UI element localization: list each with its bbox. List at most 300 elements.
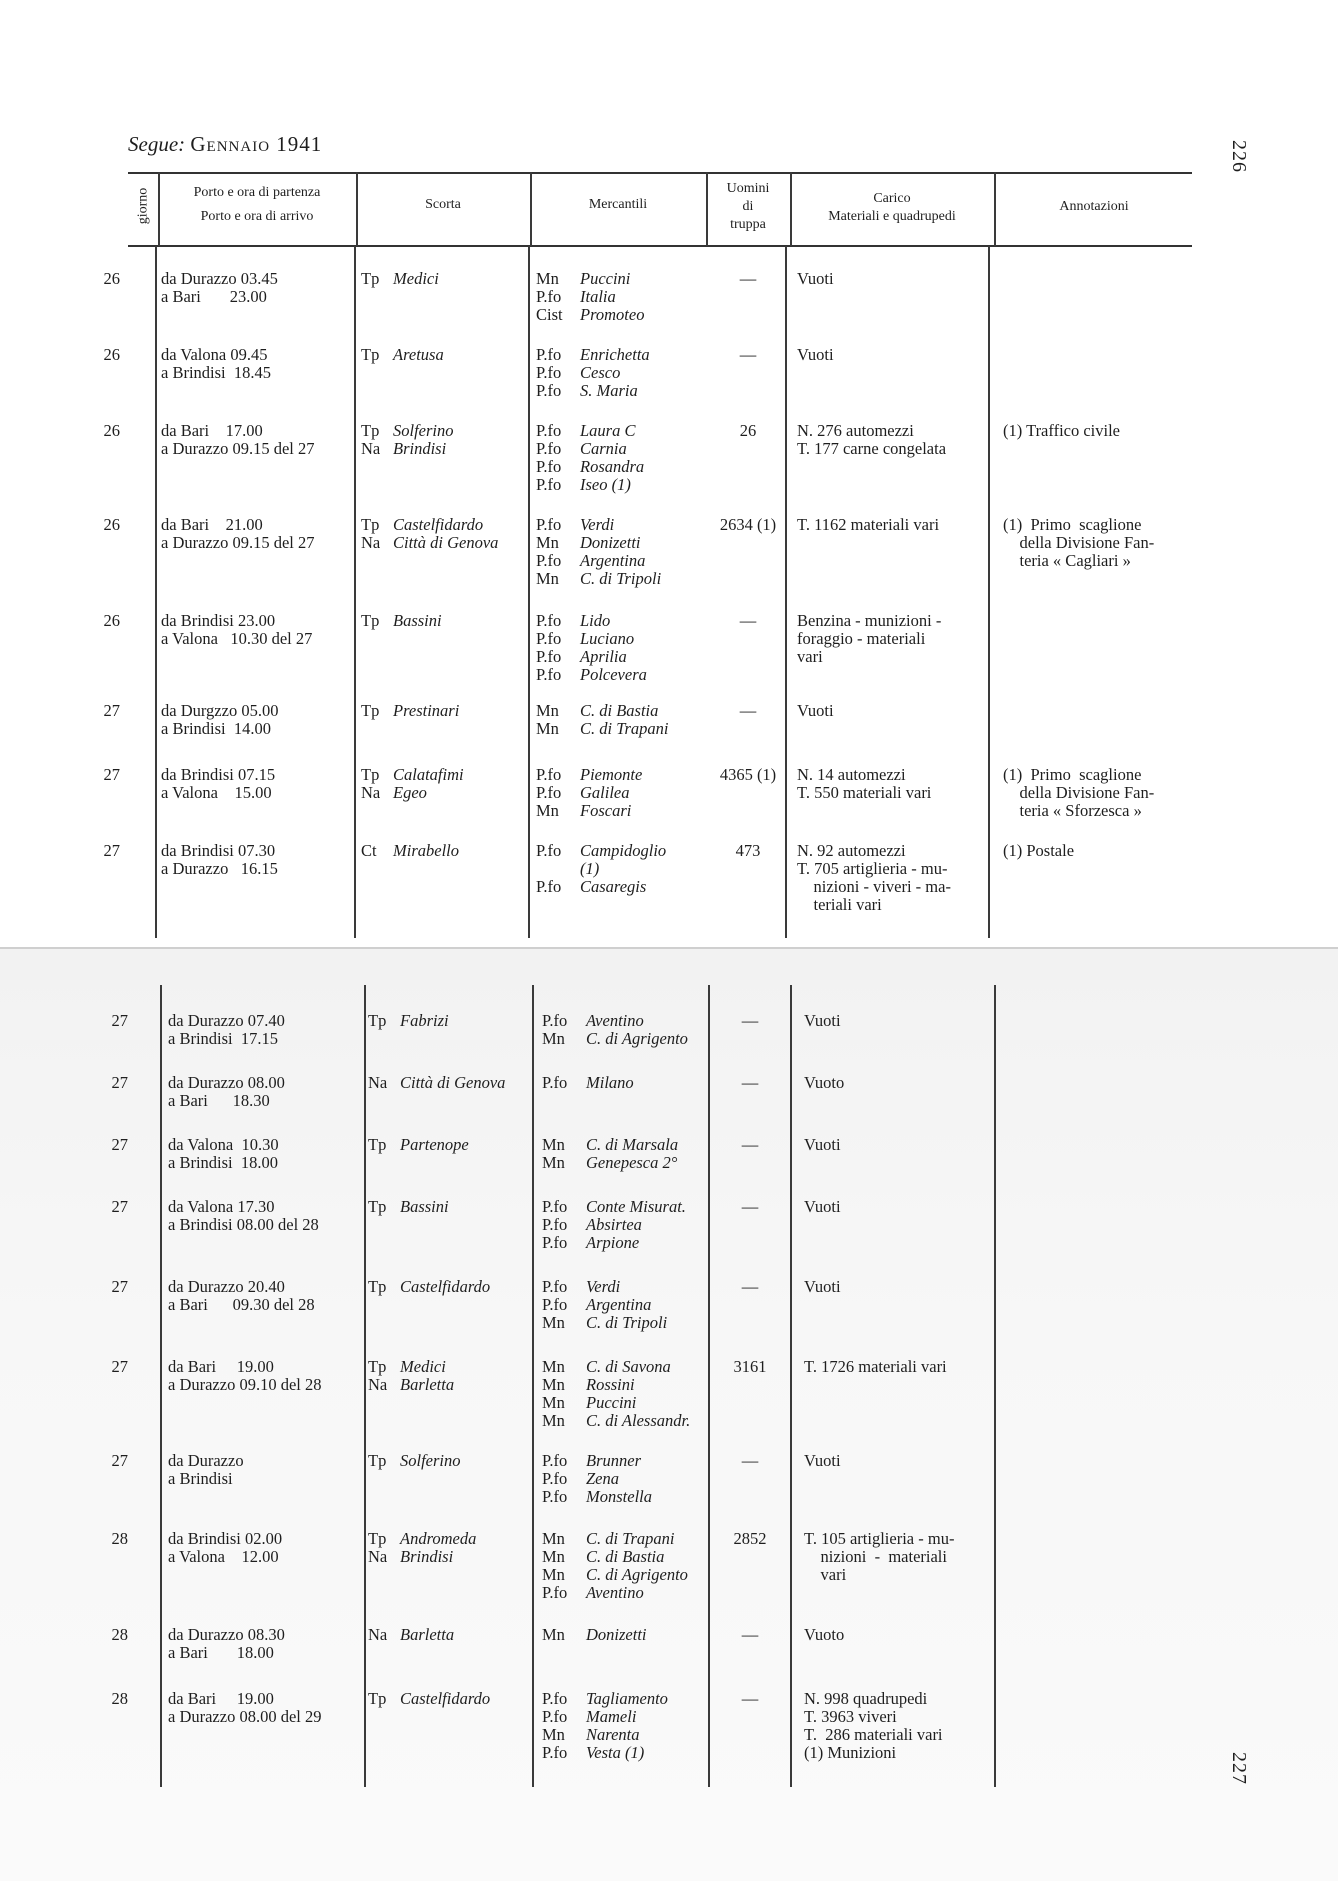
carico-cell: [797, 766, 931, 802]
column-divider: [528, 246, 530, 938]
escort-ship: [368, 1530, 476, 1548]
ship-type: Tp: [368, 1357, 387, 1376]
merchant-ship: [542, 1708, 668, 1726]
ship-name: Lido: [580, 611, 611, 630]
route-line: da Valona 09.45: [161, 345, 268, 364]
cargo-line: vari: [804, 1565, 847, 1584]
route-line: a Durazzo 08.00 del 29: [168, 1707, 322, 1726]
ship-type: P.fo: [536, 381, 562, 400]
route-cell: [161, 422, 315, 458]
escort-ship: [361, 516, 498, 534]
cargo-line: T. 3963 viveri: [804, 1707, 897, 1726]
ship-type: Na: [368, 1375, 388, 1394]
annotation-line: (1) Primo scaglione: [1003, 515, 1142, 534]
uomini-cell: 26: [739, 421, 757, 440]
merchant-ship: [542, 1216, 686, 1234]
column-divider: [708, 985, 710, 1787]
escort-ship: [361, 766, 464, 784]
column-divider: [160, 985, 162, 1787]
ship-type: P.fo: [542, 1743, 568, 1762]
uomini-cell: —: [739, 611, 757, 630]
annotation-line: della Divisione Fan-: [1003, 783, 1155, 802]
cargo-line: T. 1162 materiali vari: [797, 515, 940, 534]
merchant-ship: [542, 1566, 688, 1584]
uomini-cell: —: [741, 1011, 759, 1030]
ship-type: Na: [361, 783, 381, 802]
mercantili-cell: [542, 1690, 668, 1762]
cargo-line: Vuoti: [804, 1011, 841, 1030]
ship-type: P.fo: [542, 1451, 568, 1470]
ship-name: Castelfidardo: [393, 515, 484, 534]
day-cell: 27: [111, 1135, 128, 1154]
ship-type: Mn: [542, 1029, 565, 1048]
merchant-ship: [542, 1296, 667, 1314]
merchant-ship: [542, 1030, 688, 1048]
ship-name: Puccini: [586, 1393, 637, 1412]
ship-type: P.fo: [536, 629, 562, 648]
day-cell: 27: [103, 701, 120, 720]
mercantili-cell: [542, 1074, 634, 1092]
ship-name: C. di Agrigento: [586, 1029, 688, 1048]
scorta-cell: [368, 1136, 469, 1154]
merchant-ship: [542, 1376, 690, 1394]
ship-name: Solferino: [393, 421, 454, 440]
ship-type: Tp: [368, 1011, 387, 1030]
uomini-cell: —: [739, 701, 757, 720]
scorta-cell: [361, 766, 464, 802]
ship-name: Argentina: [586, 1295, 652, 1314]
ship-type: Mn: [536, 533, 559, 552]
route-line: da Bari 19.00: [168, 1357, 274, 1376]
scorta-cell: [368, 1626, 454, 1644]
uomini-cell: —: [741, 1197, 759, 1216]
carico-cell: [797, 422, 946, 458]
route-cell: [161, 766, 275, 802]
route-line: a Durazzo 09.15 del 27: [161, 533, 315, 552]
ship-type: Mn: [536, 269, 559, 288]
ship-type: P.fo: [542, 1215, 568, 1234]
cargo-line: T. 105 artiglieria - mu-: [804, 1529, 955, 1548]
col-header-carico: [792, 190, 992, 226]
merchant-ship: [542, 1074, 634, 1092]
route-line: a Brindisi: [168, 1469, 233, 1488]
merchant-ship: [536, 552, 661, 570]
route-line: a Durazzo 09.15 del 27: [161, 439, 315, 458]
ship-type: P.fo: [536, 877, 562, 896]
col-header-uomini-1: Uomini: [726, 181, 770, 196]
route-line: a Bari 18.30: [168, 1091, 270, 1110]
route-line: da Valona 10.30: [168, 1135, 279, 1154]
day-cell: 27: [103, 765, 120, 784]
carico-cell: [797, 516, 939, 534]
merchant-ship: [542, 1584, 688, 1602]
merchant-ship: [542, 1530, 688, 1548]
escort-ship: [361, 612, 442, 630]
route-line: da Brindisi 07.30: [161, 841, 276, 860]
carico-cell: [804, 1074, 844, 1092]
carico-cell: [797, 612, 941, 666]
ship-name: Aventino: [586, 1583, 644, 1602]
route-line: da Durgzzo 05.00: [161, 701, 279, 720]
cargo-line: Vuoto: [804, 1625, 845, 1644]
route-line: da Durazzo 08.30: [168, 1625, 285, 1644]
ship-type: P.fo: [536, 287, 562, 306]
route-cell: [168, 1690, 322, 1726]
col-header-giorno: [128, 176, 158, 236]
ship-type: Tp: [361, 345, 380, 364]
route-cell: [161, 702, 278, 738]
ship-name: Medici: [400, 1357, 446, 1376]
ship-type: P.fo: [542, 1689, 568, 1708]
ship-type: P.fo: [536, 647, 562, 666]
page-number-top: 226: [1228, 140, 1250, 173]
escort-ship: [368, 1012, 449, 1030]
ship-type: P.fo: [542, 1233, 568, 1252]
ship-type: Ct: [361, 841, 377, 860]
merchant-ship: [542, 1154, 678, 1172]
page-fold: [0, 947, 1338, 949]
merchant-ship: [536, 878, 666, 896]
ship-name: Aventino: [586, 1011, 644, 1030]
carico-cell: [804, 1012, 841, 1030]
uomini-cell: 473: [735, 841, 761, 860]
escort-ship: [368, 1074, 505, 1092]
mercantili-cell: [542, 1626, 647, 1644]
carico-cell: [797, 842, 951, 914]
ship-name: Luciano: [580, 629, 635, 648]
ship-name: Città di Genova: [400, 1073, 506, 1092]
route-line: a Brindisi 08.00 del 28: [168, 1215, 319, 1234]
scorta-cell: [361, 842, 459, 860]
merchant-ship: [542, 1358, 690, 1376]
ship-type: Na: [368, 1547, 388, 1566]
merchant-ship: [536, 860, 666, 878]
ship-type: Mn: [542, 1565, 565, 1584]
ship-type: P.fo: [542, 1197, 568, 1216]
ship-name: C. di Trapani: [580, 719, 669, 738]
carico-cell: [804, 1452, 841, 1470]
uomini-cell: —: [741, 1689, 759, 1708]
route-line: da Brindisi 23.00: [161, 611, 276, 630]
merchant-ship: [536, 364, 650, 382]
cargo-line: nizioni - viveri - ma-: [797, 877, 951, 896]
escort-ship: [361, 270, 439, 288]
ship-type: Mn: [542, 1411, 565, 1430]
cargo-line: Vuoto: [804, 1073, 845, 1092]
cargo-line: teriali vari: [797, 895, 882, 914]
route-line: da Bari 21.00: [161, 515, 263, 534]
carico-cell: [804, 1136, 841, 1154]
ship-name: Vesta (1): [586, 1743, 645, 1762]
ship-type: P.fo: [542, 1011, 568, 1030]
ship-type: P.fo: [536, 421, 562, 440]
escort-ship: [361, 440, 454, 458]
ship-name: Verdi: [580, 515, 615, 534]
ship-name: Aprilia: [580, 647, 627, 666]
ship-name: Milano: [586, 1073, 634, 1092]
route-cell: [168, 1136, 279, 1172]
cargo-line: T. 177 carne congelata: [797, 439, 947, 458]
ship-name: Polcevera: [580, 665, 647, 684]
route-line: a Bari 23.00: [161, 287, 267, 306]
col-header-porto: [160, 184, 354, 226]
ship-type: Mn: [542, 1393, 565, 1412]
col-header-uomini-2: di: [742, 199, 754, 214]
merchant-ship: [536, 766, 642, 784]
ship-type: P.fo: [536, 439, 562, 458]
route-cell: [168, 1074, 285, 1110]
merchant-ship: [536, 476, 644, 494]
ship-name: Italia: [580, 287, 616, 306]
route-line: da Bari 17.00: [161, 421, 263, 440]
ship-type: Na: [368, 1073, 388, 1092]
escort-ship: [368, 1452, 461, 1470]
day-cell: 26: [103, 515, 120, 534]
day-cell: 27: [111, 1073, 128, 1092]
ship-type: Mn: [542, 1725, 565, 1744]
heading-lead: Segue:: [128, 132, 186, 156]
ship-type: P.fo: [542, 1707, 568, 1726]
escort-ship: [368, 1548, 476, 1566]
cargo-line: (1) Munizioni: [804, 1743, 897, 1762]
ship-type: P.fo: [542, 1487, 568, 1506]
escort-ship: [368, 1198, 449, 1216]
ship-name: Casaregis: [580, 877, 647, 896]
uomini-cell: 3161: [733, 1357, 767, 1376]
ship-name: Enrichetta: [580, 345, 650, 364]
cargo-line: T. 705 artiglieria - mu-: [797, 859, 948, 878]
ship-name: Donizetti: [580, 533, 641, 552]
merchant-ship: [542, 1548, 688, 1566]
route-cell: [168, 1530, 282, 1566]
carico-cell: [804, 1530, 954, 1584]
merchant-ship: [536, 648, 647, 666]
ship-name: C. di Marsala: [586, 1135, 679, 1154]
scorta-cell: [361, 346, 444, 364]
scorta-cell: [368, 1358, 454, 1394]
ship-type: Tp: [361, 515, 380, 534]
route-cell: [161, 612, 312, 648]
merchant-ship: [536, 440, 644, 458]
merchant-ship: [542, 1488, 652, 1506]
route-cell: [168, 1358, 322, 1394]
ship-name: Castelfidardo: [400, 1689, 491, 1708]
day-cell: 26: [103, 345, 120, 364]
mercantili-cell: [542, 1278, 667, 1332]
ship-type: Mn: [536, 719, 559, 738]
ship-name: Monstella: [586, 1487, 652, 1506]
ship-type: P.fo: [536, 765, 562, 784]
carico-cell: [797, 270, 834, 288]
cargo-line: Vuoti: [797, 345, 834, 364]
ship-type: Mn: [542, 1153, 565, 1172]
col-header-annotazioni: Annotazioni: [1059, 199, 1129, 214]
ship-name: Verdi: [586, 1277, 621, 1296]
mercantili-cell: [536, 422, 644, 494]
ship-type: P.fo: [542, 1469, 568, 1488]
ship-type: Tp: [361, 611, 380, 630]
ship-type: Mn: [536, 701, 559, 720]
ship-type: Tp: [368, 1689, 387, 1708]
ship-name: Bassini: [393, 611, 442, 630]
column-divider: [364, 985, 366, 1787]
route-line: da Durazzo 20.40: [168, 1277, 285, 1296]
annotation-line: teria « Cagliari »: [1003, 551, 1131, 570]
merchant-ship: [542, 1136, 678, 1154]
annotation-cell: [1003, 516, 1154, 570]
day-cell: 28: [111, 1625, 128, 1644]
ship-type: Cist: [536, 305, 563, 324]
column-divider: [532, 985, 534, 1787]
day-cell: 26: [103, 421, 120, 440]
mercantili-cell: [542, 1012, 688, 1048]
ship-name: C. di Savona: [586, 1357, 671, 1376]
ship-name: Calatafimi: [393, 765, 464, 784]
ship-name: Andromeda: [400, 1529, 477, 1548]
route-line: a Valona 15.00: [161, 783, 272, 802]
ship-type: Tp: [368, 1135, 387, 1154]
route-cell: [161, 346, 271, 382]
route-cell: [161, 842, 278, 878]
merchant-ship: [536, 346, 650, 364]
route-line: da Durazzo: [168, 1451, 244, 1470]
cargo-line: Vuoti: [804, 1277, 841, 1296]
scorta-cell: [368, 1452, 461, 1470]
scorta-cell: [361, 422, 454, 458]
ship-type: P.fo: [542, 1277, 568, 1296]
col-header-porto-arrivo: Porto e ora di arrivo: [200, 209, 314, 224]
merchant-ship: [542, 1394, 690, 1412]
ship-name: Aretusa: [393, 345, 444, 364]
merchant-ship: [536, 702, 669, 720]
route-line: a Valona 10.30 del 27: [161, 629, 313, 648]
column-divider: [790, 985, 792, 1787]
escort-ship: [368, 1136, 469, 1154]
merchant-ship: [542, 1198, 686, 1216]
col-header-porto-partenza: Porto e ora di partenza: [193, 185, 321, 200]
cargo-line: Vuoti: [804, 1135, 841, 1154]
ship-name: Fabrizi: [400, 1011, 449, 1030]
annotation-line: (1) Traffico civile: [1003, 421, 1121, 440]
ship-name: Zena: [586, 1469, 619, 1488]
ship-type: P.fo: [542, 1073, 568, 1092]
route-line: a Brindisi 17.15: [168, 1029, 278, 1048]
ship-name: Argentina: [580, 551, 646, 570]
mercantili-cell: [542, 1452, 652, 1506]
ship-name: Castelfidardo: [400, 1277, 491, 1296]
ship-name: Genepesca 2°: [586, 1153, 678, 1172]
ship-name: Piemonte: [580, 765, 643, 784]
mercantili-cell: [536, 346, 650, 400]
uomini-cell: 4365 (1): [719, 765, 777, 784]
mercantili-cell: [542, 1198, 686, 1252]
annotation-line: (1) Primo scaglione: [1003, 765, 1142, 784]
route-line: a Brindisi 18.00: [168, 1153, 278, 1172]
ship-type: P.fo: [536, 551, 562, 570]
ship-name: Carnia: [580, 439, 627, 458]
annotation-cell: [1003, 766, 1154, 820]
merchant-ship: [536, 306, 644, 324]
route-cell: [168, 1626, 285, 1662]
uomini-cell: 2852: [733, 1529, 767, 1548]
ship-type: P.fo: [542, 1295, 568, 1314]
ship-name: C. di Bastia: [580, 701, 659, 720]
cargo-line: T. 550 materiali vari: [797, 783, 932, 802]
ship-name: Tagliamento: [586, 1689, 668, 1708]
carico-cell: [804, 1358, 947, 1376]
table-top-rule: [128, 172, 1192, 174]
cargo-line: Vuoti: [804, 1197, 841, 1216]
ship-name: Laura C: [580, 421, 636, 440]
ship-name: C. di Tripoli: [580, 569, 662, 588]
merchant-ship: [542, 1452, 652, 1470]
escort-ship: [368, 1690, 490, 1708]
cargo-line: Vuoti: [797, 701, 834, 720]
col-header-uomini-3: truppa: [730, 217, 766, 232]
ship-name: Egeo: [393, 783, 427, 802]
ship-name: Rosandra: [580, 457, 645, 476]
merchant-ship: [536, 422, 644, 440]
day-cell: 28: [111, 1529, 128, 1548]
uomini-cell: —: [741, 1625, 759, 1644]
annotation-cell: [1003, 842, 1074, 860]
route-line: da Durazzo 08.00: [168, 1073, 285, 1092]
carico-cell: [797, 346, 834, 364]
ship-name: C. di Agrigento: [586, 1565, 688, 1584]
ship-name: Mameli: [586, 1707, 637, 1726]
ship-name: C. di Bastia: [586, 1547, 665, 1566]
cargo-line: T. 286 materiali vari: [804, 1725, 943, 1744]
ship-name: Puccini: [580, 269, 631, 288]
ship-type: Mn: [542, 1135, 565, 1154]
day-cell: 27: [111, 1451, 128, 1470]
ship-type: P.fo: [536, 665, 562, 684]
ship-name: Mirabello: [393, 841, 459, 860]
ship-name: Brindisi: [393, 439, 447, 458]
day-cell: 28: [111, 1689, 128, 1708]
heading-month: Gennaio 1941: [190, 132, 323, 156]
ship-type: Mn: [542, 1547, 565, 1566]
merchant-ship: [536, 630, 647, 648]
ship-name: Brunner: [586, 1451, 641, 1470]
col-header-uomini: [708, 180, 788, 234]
carico-cell: [804, 1690, 943, 1762]
column-divider: [155, 246, 157, 938]
ship-type: Tp: [368, 1451, 387, 1470]
annotation-line: (1) Postale: [1003, 841, 1075, 860]
carico-cell: [797, 702, 834, 720]
route-line: a Bari 18.00: [168, 1643, 274, 1662]
ship-type: P.fo: [536, 783, 562, 802]
ship-type: P.fo: [536, 475, 562, 494]
ship-name: S. Maria: [580, 381, 638, 400]
cargo-line: Vuoti: [804, 1451, 841, 1470]
ship-type: Mn: [542, 1625, 565, 1644]
ship-name: Brindisi: [400, 1547, 454, 1566]
ship-type: Mn: [542, 1313, 565, 1332]
ship-name: C. di Tripoli: [586, 1313, 668, 1332]
day-cell: 27: [111, 1357, 128, 1376]
ship-name: Absirtea: [586, 1215, 642, 1234]
ship-type: Tp: [361, 765, 380, 784]
scorta-cell: [368, 1074, 505, 1092]
cargo-line: T. 1726 materiali vari: [804, 1357, 947, 1376]
merchant-ship: [536, 784, 642, 802]
ship-name: Medici: [393, 269, 439, 288]
ship-type: Tp: [368, 1529, 387, 1548]
ship-type: P.fo: [542, 1583, 568, 1602]
ship-name: C. di Trapani: [586, 1529, 675, 1548]
